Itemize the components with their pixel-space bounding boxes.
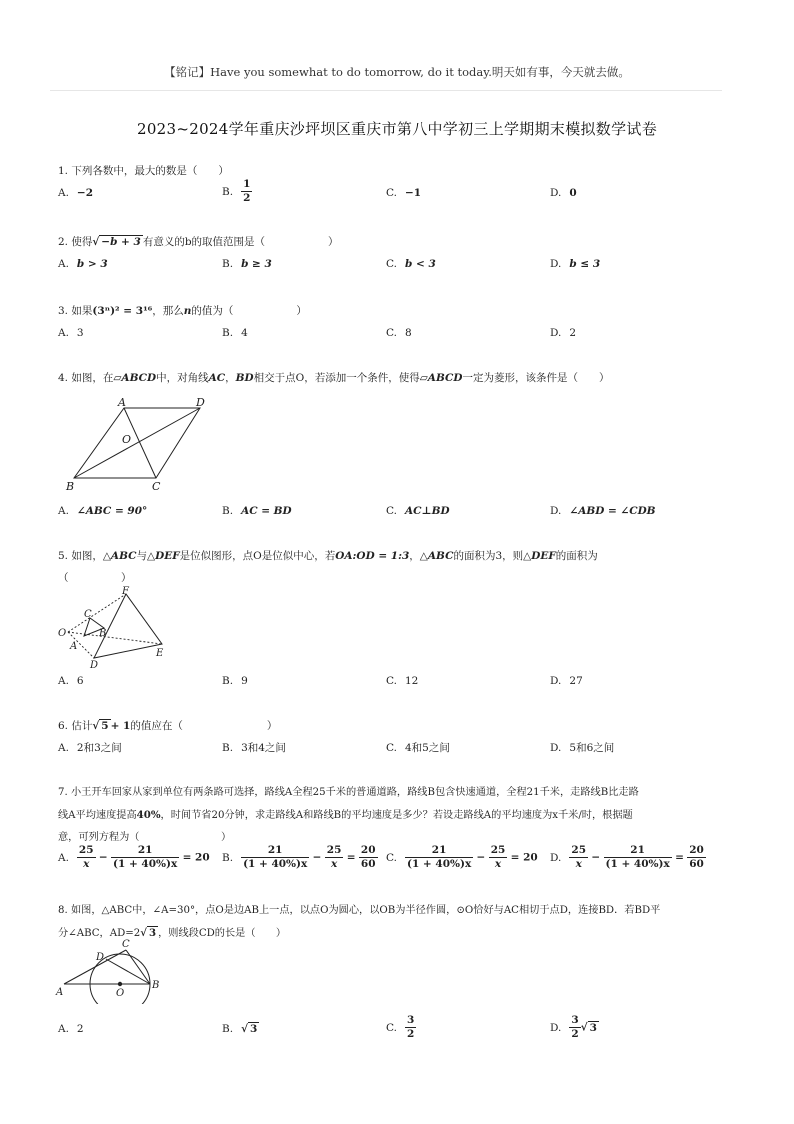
question-1-stem: 1. 下列各数中，最大的数是（ ） xyxy=(58,165,229,177)
option-c[interactable]: C. 12 xyxy=(386,675,419,687)
question-4-options xyxy=(58,500,718,528)
label-e: E xyxy=(156,648,164,659)
question-5-stem-2: （ ） xyxy=(58,572,132,584)
question-7-line-1: 7. 小王开车回家从家到单位有两条路可选择，路线A全程25千米的普通道路，路线B包含快速通道，全程21千米，走路线B比走路 xyxy=(58,787,639,798)
triangle-def xyxy=(94,594,162,658)
option-d[interactable]: D. 0 xyxy=(550,187,577,199)
question-7-options xyxy=(58,844,718,880)
option-c[interactable]: C. −1 xyxy=(386,187,422,199)
option-d[interactable]: D. ∠ABD = ∠CDB xyxy=(550,505,656,517)
option-a[interactable]: A. 3 xyxy=(58,327,84,339)
question-6-stem: 6. 估计√ 5 + 1的值应在（ ） xyxy=(58,720,278,732)
label-a: A xyxy=(118,396,126,409)
option-c[interactable]: C. $\frac{3}{2}$ xyxy=(386,1014,415,1040)
label-d: D xyxy=(196,396,205,409)
question-1 xyxy=(58,160,718,210)
label-c: C xyxy=(152,480,161,493)
option-a[interactable]: A. 6 xyxy=(58,675,84,687)
question-3-options xyxy=(58,322,718,350)
segment-cb xyxy=(126,950,150,984)
option-c[interactable]: C. AC⊥BD xyxy=(386,505,450,517)
paper-title: 2023~2024学年重庆沙坪坝区重庆市第八中学初三上学期期末模拟数学试卷 xyxy=(136,120,658,138)
question-4-stem: 4. 如图，在▱ABCD中，对角线AC，BD相交于点O，若添加一个条件，使得▱ABCD一定为菱形，该条件是（ ） xyxy=(58,372,610,384)
question-5 xyxy=(58,545,718,589)
question-6-options xyxy=(58,737,718,765)
option-a[interactable]: A. −2 xyxy=(58,187,94,199)
option-b[interactable]: B. $\frac{21}{(1 + 40\%)x}$ − $\frac{25}{x}$ = $\frac{20}{60}$ xyxy=(222,844,376,870)
question-4-options-wrap xyxy=(58,500,718,528)
question-5-options xyxy=(58,670,718,698)
option-b[interactable]: B. 4 xyxy=(222,327,248,339)
question-3-stem: 3. 如果(3ⁿ)² = 3¹⁶，那么n的值为（ ） xyxy=(58,305,307,317)
question-6 xyxy=(58,715,718,765)
label-c: C xyxy=(84,609,92,620)
segment-db xyxy=(106,959,150,984)
option-a[interactable]: A. ∠ABC = 90° xyxy=(58,505,148,517)
question-8-line-1: 8. 如图，△ABC中，∠A=30°，点O是边AB上一点，以点O为圆心，以OB为半径作圆，⊙O恰好与AC相切于点D，连接BD．若BD平 xyxy=(58,905,661,916)
option-d[interactable]: D. $\frac{25}{x}$ − $\frac{21}{(1 + 40\%)x}$ = $\frac{20}{60}$ xyxy=(550,844,704,870)
question-5-options-wrap xyxy=(58,670,718,698)
label-d: D xyxy=(90,660,99,670)
option-d[interactable]: D. 2 xyxy=(550,327,577,339)
diagonal-bd xyxy=(74,408,200,478)
label-o: O xyxy=(58,628,67,639)
option-a[interactable]: A. 2和3之间 xyxy=(58,742,122,754)
parallelogram-figure xyxy=(60,396,220,496)
label-o: O xyxy=(116,988,125,999)
label-f: F xyxy=(122,586,129,597)
question-8-line-2: 分∠ABC，AD=2√ 3 ，则线段CD的长是（ ） xyxy=(58,927,287,939)
option-d[interactable]: D. $\frac{3}{2}$ √ 3 xyxy=(550,1014,597,1040)
question-7-options-wrap xyxy=(58,844,718,880)
option-a[interactable]: A. b > 3 xyxy=(58,258,108,270)
label-b: B xyxy=(99,628,107,639)
question-7-line-2: 线A平均速度提高40%，时间节省20分钟，求走路线A和路线B的平均速度是多少？若设走路线A的平均速度为x千米/时，根据题 xyxy=(58,809,633,821)
option-c[interactable]: C. 4和5之间 xyxy=(386,742,450,754)
option-b[interactable]: B. 9 xyxy=(222,675,248,687)
label-b: B xyxy=(152,980,160,991)
question-4 xyxy=(58,367,718,389)
option-b[interactable]: B. 3和4之间 xyxy=(222,742,286,754)
circle-triangle-figure xyxy=(54,938,166,1004)
option-b[interactable]: B. √ 3 xyxy=(222,1023,258,1035)
question-2-options xyxy=(58,253,718,281)
question-2 xyxy=(58,231,718,281)
label-c: C xyxy=(122,939,130,950)
divider xyxy=(50,90,722,91)
question-8-options xyxy=(58,1014,718,1050)
question-8-options-wrap xyxy=(58,1014,718,1050)
center-o xyxy=(118,982,122,986)
question-3 xyxy=(58,300,718,350)
option-a[interactable]: A. 2 xyxy=(58,1023,84,1035)
question-7 xyxy=(58,782,718,849)
option-d[interactable]: D. b ≤ 3 xyxy=(550,258,601,270)
similar-triangles-figure xyxy=(54,584,178,670)
label-d: D xyxy=(96,952,105,963)
option-c[interactable]: C. 8 xyxy=(386,327,412,339)
question-1-options xyxy=(58,178,718,210)
option-c[interactable]: C. b < 3 xyxy=(386,258,436,270)
label-o: O xyxy=(122,433,132,446)
segment-ac xyxy=(64,950,126,984)
motto: 【铭记】Have you somewhat to do tomorrow, do it today.明天如有事，今天就去做。 xyxy=(164,65,630,79)
option-b[interactable]: B. b ≥ 3 xyxy=(222,258,272,270)
label-a: A xyxy=(70,641,78,652)
question-5-stem: 5. 如图，△ABC与△DEF是位似图形，点O是位似中心，若OA:OD = 1:3，△ABC的面积为3，则△DEF的面积为 xyxy=(58,550,598,562)
option-b[interactable]: B. AC = BD xyxy=(222,505,292,517)
option-b[interactable]: B. $\frac{1}{2}$ xyxy=(222,178,251,204)
question-7-line-3: 意，可列方程为（ ） xyxy=(58,832,232,843)
option-d[interactable]: D. 27 xyxy=(550,675,583,687)
question-2-stem: 2. 使得√ −b + 3 有意义的b的取值范围是（ ） xyxy=(58,236,339,248)
option-c[interactable]: C. $\frac{21}{(1 + 40\%)x}$ − $\frac{25}{x}$ = 20 xyxy=(386,844,538,870)
label-a: A xyxy=(56,987,64,998)
option-d[interactable]: D. 5和6之间 xyxy=(550,742,615,754)
option-a[interactable]: A. $\frac{25}{x}$ − $\frac{21}{(1 + 40\%)x}$ = 20 xyxy=(58,844,210,870)
label-b: B xyxy=(66,480,75,493)
